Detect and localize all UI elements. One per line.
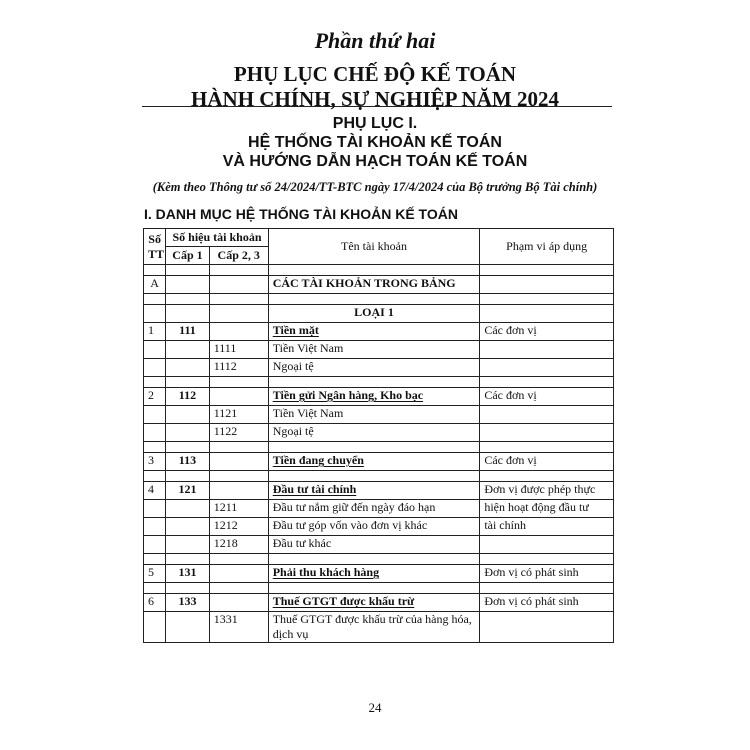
cell-scope: tài chính (480, 518, 614, 536)
cell-scope (480, 265, 614, 276)
cell-level1 (166, 424, 209, 442)
cell-level1 (166, 305, 209, 323)
cell-level1 (166, 359, 209, 377)
cell-level1: 131 (166, 565, 209, 583)
cell-scope (480, 442, 614, 453)
cell-level1: 121 (166, 482, 209, 500)
header-account-number: Số hiệu tài khoản (166, 229, 268, 247)
cell-stt (144, 294, 166, 305)
appendix-title-line2: HÀNH CHÍNH, SỰ NGHIỆP NĂM 2024 (191, 87, 559, 111)
part-title: Phần thứ hai (314, 28, 436, 53)
cell-stt (144, 359, 166, 377)
cell-stt (144, 471, 166, 482)
cell-level23: 1212 (209, 518, 268, 536)
cell-account-name: Tiền gửi Ngân hàng, Kho bạc (268, 388, 480, 406)
cell-level23 (209, 388, 268, 406)
cell-level1 (166, 276, 209, 294)
appendix1-line3: VÀ HƯỚNG DẪN HẠCH TOÁN KẾ TOÁN (222, 153, 528, 170)
horizontal-rule (142, 106, 612, 107)
appendix1-line2: HỆ THỐNG TÀI KHOẢN KẾ TOÁN (248, 134, 502, 151)
appendix1-title (0, 114, 750, 171)
cell-account-name: Thuế GTGT được khấu trừ của hàng hóa, dịch vụ (268, 612, 480, 643)
table-body (144, 265, 614, 643)
cell-level1 (166, 406, 209, 424)
cell-stt (144, 265, 166, 276)
cell-level1 (166, 500, 209, 518)
cell-scope (480, 424, 614, 442)
cell-level1 (166, 377, 209, 388)
cell-scope (480, 406, 614, 424)
header-stt (144, 229, 166, 265)
cell-level23: 1122 (209, 424, 268, 442)
cell-account-name (268, 554, 480, 565)
table-row (144, 442, 614, 453)
cell-account-name (268, 442, 480, 453)
cell-level23: 1112 (209, 359, 268, 377)
cell-level1: 113 (166, 453, 209, 471)
appendix-title-line1: PHỤ LỤC CHẾ ĐỘ KẾ TOÁN (233, 62, 517, 86)
table-row (144, 276, 614, 294)
cell-stt (144, 341, 166, 359)
cell-level23 (209, 276, 268, 294)
cell-scope (480, 583, 614, 594)
cell-level23 (209, 265, 268, 276)
cell-scope (480, 359, 614, 377)
cell-level23 (209, 294, 268, 305)
cell-account-name: CÁC TÀI KHOẢN TRONG BẢNG (268, 276, 480, 294)
table-row (144, 612, 614, 643)
cell-scope: Các đơn vị (480, 453, 614, 471)
header-level23: Cấp 2, 3 (209, 247, 268, 265)
cell-scope (480, 305, 614, 323)
cell-stt: 5 (144, 565, 166, 583)
cell-level23 (209, 594, 268, 612)
cell-account-name: Thuế GTGT được khấu trừ (268, 594, 480, 612)
table-row (144, 359, 614, 377)
table-row (144, 453, 614, 471)
cell-level23 (209, 482, 268, 500)
appendix-title (0, 62, 750, 112)
table-row (144, 424, 614, 442)
header-stt-line1: Số (148, 231, 161, 246)
cell-stt: 1 (144, 323, 166, 341)
cell-level1 (166, 554, 209, 565)
cell-level23 (209, 323, 268, 341)
cell-scope: Đơn vị có phát sinh (480, 565, 614, 583)
cell-scope (480, 554, 614, 565)
cell-level1 (166, 265, 209, 276)
cell-account-name: Tiền Việt Nam (268, 341, 480, 359)
cell-level23: 1121 (209, 406, 268, 424)
cell-scope (480, 612, 614, 643)
accounts-table (143, 228, 614, 643)
cell-level1 (166, 536, 209, 554)
table-row (144, 594, 614, 612)
header-stt-line2: TT (148, 246, 165, 261)
cell-level23 (209, 471, 268, 482)
cell-stt (144, 500, 166, 518)
table-row (144, 482, 614, 500)
cell-stt (144, 424, 166, 442)
cell-scope (480, 276, 614, 294)
cell-stt: 4 (144, 482, 166, 500)
cell-stt (144, 554, 166, 565)
cell-scope: hiện hoạt động đầu tư (480, 500, 614, 518)
table-row (144, 294, 614, 305)
cell-account-name: Tiền Việt Nam (268, 406, 480, 424)
cell-account-name: Ngoại tệ (268, 424, 480, 442)
cell-scope: Đơn vị được phép thực (480, 482, 614, 500)
cell-account-name: Đầu tư khác (268, 536, 480, 554)
cell-level1 (166, 442, 209, 453)
cell-level23 (209, 565, 268, 583)
cell-stt: 3 (144, 453, 166, 471)
cell-scope: Các đơn vị (480, 323, 614, 341)
table-row (144, 377, 614, 388)
cell-stt: 6 (144, 594, 166, 612)
cell-level23 (209, 442, 268, 453)
cell-stt: 2 (144, 388, 166, 406)
cell-stt (144, 612, 166, 643)
cell-level1 (166, 341, 209, 359)
cell-account-name (268, 265, 480, 276)
table-row (144, 323, 614, 341)
cell-level1: 112 (166, 388, 209, 406)
cell-level23: 1331 (209, 612, 268, 643)
header-level1: Cấp 1 (166, 247, 209, 265)
cell-level23: 1111 (209, 341, 268, 359)
table-row (144, 565, 614, 583)
table-row (144, 305, 614, 323)
cell-scope (480, 377, 614, 388)
header-account-name: Tên tài khoản (268, 229, 480, 265)
cell-level1 (166, 518, 209, 536)
cell-level1 (166, 294, 209, 305)
table-row (144, 536, 614, 554)
cell-scope (480, 471, 614, 482)
cell-level23 (209, 453, 268, 471)
table-row (144, 518, 614, 536)
section-heading: I. DANH MỤC HỆ THỐNG TÀI KHOẢN KẾ TOÁN (144, 206, 458, 222)
cell-level23 (209, 554, 268, 565)
cell-level1 (166, 583, 209, 594)
cell-account-name: Phải thu khách hàng (268, 565, 480, 583)
cell-account-name (268, 583, 480, 594)
cell-account-name (268, 377, 480, 388)
cell-account-name: Đầu tư nắm giữ đến ngày đáo hạn (268, 500, 480, 518)
table-row (144, 583, 614, 594)
cell-level23 (209, 377, 268, 388)
cell-scope (480, 536, 614, 554)
header-scope: Phạm vi áp dụng (480, 229, 614, 265)
table-row (144, 265, 614, 276)
cell-scope (480, 294, 614, 305)
table-row (144, 341, 614, 359)
cell-stt: A (144, 276, 166, 294)
cell-level1 (166, 471, 209, 482)
appendix1-line1: PHỤ LỤC I. (332, 115, 418, 132)
cell-stt (144, 518, 166, 536)
cell-level23 (209, 583, 268, 594)
table-row (144, 388, 614, 406)
cell-account-name (268, 471, 480, 482)
table-row (144, 500, 614, 518)
cell-account-name: Đầu tư tài chính (268, 482, 480, 500)
attachment-note: (Kèm theo Thông tư số 24/2024/TT-BTC ngày 17/4/2024 của Bộ trưởng Bộ Tài chính) (152, 180, 598, 194)
cell-level1: 133 (166, 594, 209, 612)
cell-level23: 1218 (209, 536, 268, 554)
cell-scope: Đơn vị có phát sinh (480, 594, 614, 612)
cell-stt (144, 583, 166, 594)
cell-stt (144, 406, 166, 424)
table-header (144, 229, 614, 265)
cell-stt (144, 377, 166, 388)
cell-scope (480, 341, 614, 359)
table-row (144, 554, 614, 565)
cell-scope: Các đơn vị (480, 388, 614, 406)
cell-account-name: Đầu tư góp vốn vào đơn vị khác (268, 518, 480, 536)
cell-account-name: Tiền mặt (268, 323, 480, 341)
cell-account-name: LOẠI 1 (268, 305, 480, 323)
cell-level1 (166, 612, 209, 643)
table-row (144, 471, 614, 482)
cell-level23: 1211 (209, 500, 268, 518)
cell-stt (144, 536, 166, 554)
page-number: 24 (368, 700, 382, 715)
cell-account-name: Tiền đang chuyển (268, 453, 480, 471)
cell-account-name: Ngoại tệ (268, 359, 480, 377)
cell-level23 (209, 305, 268, 323)
cell-account-name (268, 294, 480, 305)
cell-level1: 111 (166, 323, 209, 341)
cell-stt (144, 442, 166, 453)
cell-stt (144, 305, 166, 323)
table-row (144, 406, 614, 424)
